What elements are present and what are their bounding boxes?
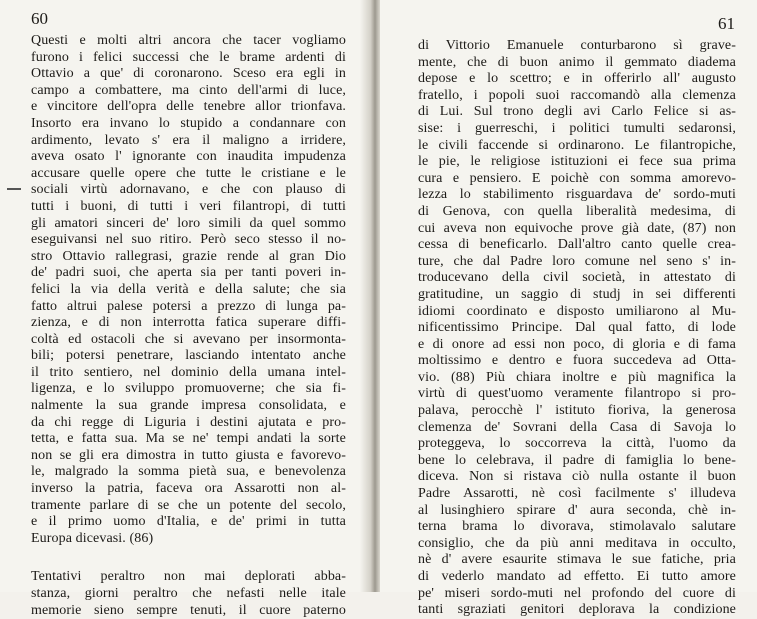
text-line: e il primo uomo d'Italia, e de' primi in tutta xyxy=(31,514,346,530)
text-line: zienza, e di non interrotta fatica superare diffi- xyxy=(31,315,346,331)
text-line: proteggeva, lo soccorreva la città, l'uomo da xyxy=(418,436,736,452)
text-line: Tentativi peraltro non mai deplorati abba- xyxy=(31,569,346,585)
text-line: Questi e molti altri ancora che tacer vogliamo xyxy=(31,33,346,48)
text-line: diceva. Non si ristava ciò nulla ostante il buon xyxy=(418,469,736,485)
text-line: il trito sentiero, nel dominio della umana intel- xyxy=(31,364,346,380)
text-line: virtù di quest'uomo veramente filantropo si pro- xyxy=(418,386,736,402)
text-line: gratitudine, un saggio di studj in sei differenti xyxy=(418,286,736,302)
text-line: terna brama lo divorava, stimolavalo salutare xyxy=(418,519,736,535)
text-line: da chi regge di Liguria i destini ajutata e pro- xyxy=(31,414,346,430)
margin-mark xyxy=(7,188,21,190)
text-line: accusare quelle opere che tutte le cristiane e le xyxy=(31,165,346,181)
text-line: consiglio, che da più anni meditava in occulto, xyxy=(418,535,736,551)
text-line: sise: i guerreschi, i politici tumulti sedaronsi, xyxy=(418,120,736,136)
text-line: cessa di beneficarlo. Dall'altro canto quelle crea- xyxy=(418,237,736,253)
paragraph-gap xyxy=(31,547,346,569)
text-line: tetta, e fatta sua. Ma se ne' tempi andati la sorte xyxy=(31,431,346,447)
text-line: de' padri suoi, che aperta sia per tanti poveri in- xyxy=(31,265,346,281)
text-line: aveva osato l' ignorante con inaudita impudenza xyxy=(31,149,346,165)
text-line: ture, che dal Padre loro comune nel seno s' in- xyxy=(418,253,736,269)
text-line: di vederlo mandato ad effetto. Ei tutto amore xyxy=(418,569,736,584)
text-line: Ottavio a que' di coronarono. Sceso era egli in xyxy=(31,66,346,82)
text-line: le civili faccende si ordinarono. Le filantropiche, xyxy=(418,137,736,153)
text-line: idiomi coordinato e disposto umiliarono al Mu- xyxy=(418,303,736,319)
text-line: felici la via della verità e della salute; che sia xyxy=(31,281,346,297)
right-page xyxy=(380,0,757,618)
text-line: bene lo celebrava, il padre di famiglia lo bene- xyxy=(418,452,736,468)
text-line: campo a combattere, ma cinto dell'armi di luce, xyxy=(31,82,346,98)
text-line: cura e pensiero. E poichè con somma amorevo- xyxy=(418,170,736,186)
text-line: tutti i buoni, di tutti i veri filantropi, di tutti xyxy=(31,198,346,214)
text-line: depose e lo scettro; e in offerirlo all' augusto xyxy=(418,71,736,87)
text-line: lezza lo stabilimento risguardava de' sordo-muti xyxy=(418,187,736,203)
text-line: palava, perocchè l' istituto fioriva, la generosa xyxy=(418,403,736,419)
text-line: coltà ed ostacoli che si avevano per insormonta- xyxy=(31,331,346,347)
text-line: clemenza de' Sovrani della Casa di Savoja lo xyxy=(418,419,736,435)
text-line: ligenza, e lo sviluppo promuoverne; che sia fi- xyxy=(31,381,346,397)
text-line: fatto altrui palese potersi a prezzo di lunga pa- xyxy=(31,298,346,314)
text-line: vio. (88) Più chiara inoltre e più magnifica la xyxy=(418,369,736,385)
text-line: stanza, giorni peraltro che nefasti nelle itale xyxy=(31,586,346,601)
text-line: nificentissimo Principe. Dal qual fatto, di lode xyxy=(418,320,736,336)
right-page-text xyxy=(418,38,736,619)
text-line: sociali virtù adornavano, e che con plauso di xyxy=(31,182,346,198)
text-line: le pie, le religiose istituzioni ei fece sua prima xyxy=(418,154,736,170)
text-line: cui aveva non equivoche prove già date, (87) non xyxy=(418,220,736,236)
text-line: Europa dicevasi. (86) xyxy=(31,530,154,546)
text-line: stro Ottavio rallegrasi, grazie rende al gran Dio xyxy=(31,248,346,264)
text-line: ardimento, levato s' era il maligno a irridere, xyxy=(31,132,346,148)
text-line: gli amatori sinceri de' loro simili da quel sommo xyxy=(31,215,346,231)
text-line: tanti sgraziati genitori deplorava la condizione xyxy=(418,602,736,618)
text-line: nè d' avere esaurite stimava le sue fatiche, pria xyxy=(418,552,736,568)
text-line: di Genova, con quella liberalità medesima, di xyxy=(418,203,736,219)
left-page xyxy=(0,0,372,618)
text-line: di Lui. Sul trono degli avi Carlo Felice si as- xyxy=(418,104,736,120)
text-line: mente, che di buon animo il gemmato diadema xyxy=(418,54,736,70)
page-number-left: 60 xyxy=(31,9,48,28)
text-line: pe' miseri sordo-muti nel profondo del cuore di xyxy=(418,585,736,601)
text-line: nalmente la sua grande impresa consolidata, e xyxy=(31,398,346,414)
text-line: al lusinghiero spirare d' aura seconda, chè in- xyxy=(418,502,736,518)
text-line: fratello, i popoli suoi raccomandò alla clemenza xyxy=(418,87,736,103)
right-paragraph xyxy=(418,38,736,619)
left-paragraph-2 xyxy=(31,569,346,619)
text-line: inverso la patria, faceva ora Assarotti non al- xyxy=(31,481,346,497)
text-line: e vincitore dell'opra delle tenebre allor trionfava. xyxy=(31,99,346,115)
text-line: non se gli era dimostra in tutto giusta e favorevo- xyxy=(31,447,346,463)
text-line: memorie sieno sempre tenuti, il cuore paterno xyxy=(31,602,346,618)
text-line: di Vittorio Emanuele conturbarono sì grave- xyxy=(418,38,736,53)
left-page-text xyxy=(31,33,346,619)
text-line: bili; potersi penetrare, lasciando intentato anche xyxy=(31,348,346,364)
text-line: le, malgrado la somma pietà sua, e benevolenza xyxy=(31,464,346,480)
text-line: troducevano della civil società, in attestato di xyxy=(418,270,736,286)
text-line: Insorto era invano lo stupido a condannare con xyxy=(31,115,346,131)
text-line: furono i felici successi che le brame ardenti di xyxy=(31,49,346,65)
text-line: moltissimo e dentro e fuora succedeva ad Otta- xyxy=(418,353,736,369)
text-line: tramente parlare di se che un potente del secolo, xyxy=(31,497,346,513)
text-line: Padre Assarotti, nè così facilmente s' illudeva xyxy=(418,486,736,502)
left-paragraph-1 xyxy=(31,33,346,547)
text-line: e di onore ad essi non poco, di gloria e di fama xyxy=(418,336,736,352)
text-line: eseguivansi nel suo ritiro. Però seco stesso il no- xyxy=(31,232,346,248)
page-number-right: 61 xyxy=(718,14,735,33)
